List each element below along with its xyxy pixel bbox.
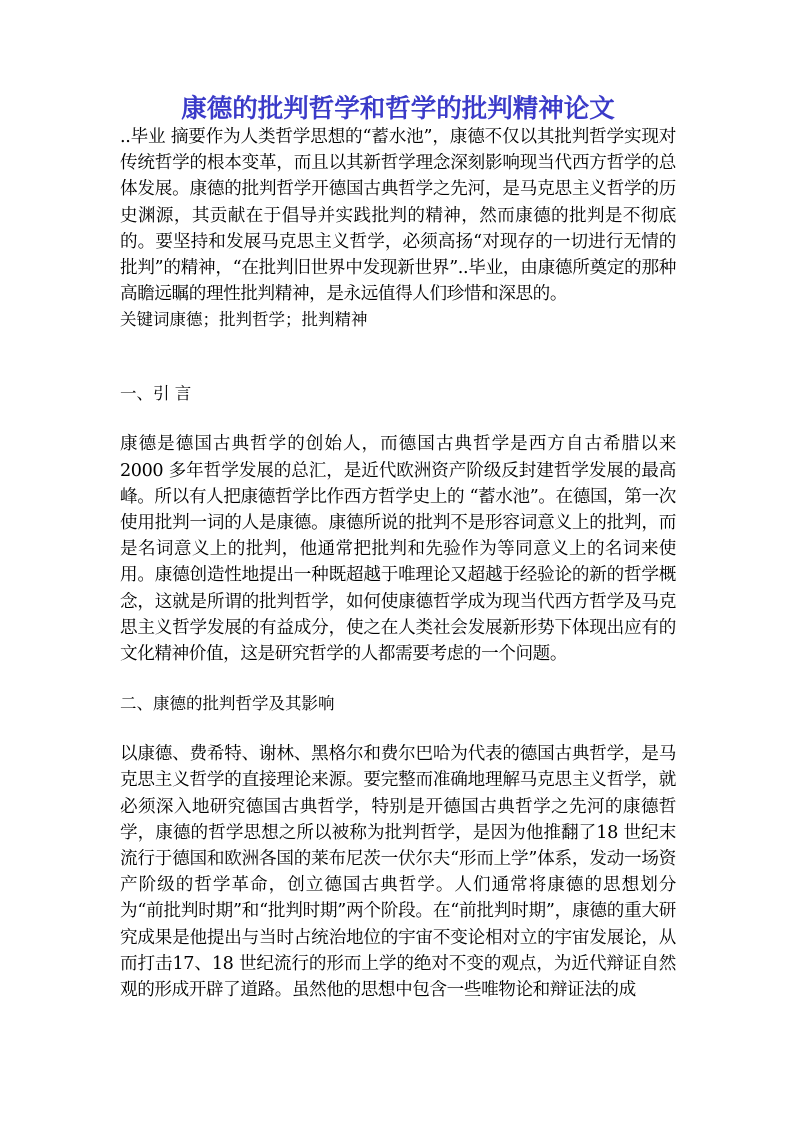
keywords-line: 关键词康德；批判哲学；批判精神 xyxy=(120,310,368,330)
spacer xyxy=(120,667,676,691)
spacer xyxy=(120,333,676,381)
document-title: 康德的批判哲学和哲学的批判精神论文 xyxy=(181,94,615,124)
section-1-body: 康德是德国古典哲学的创始人，而德国古典哲学是西方自古希腊以来2000 多年哲学发展的总汇，是近代欧洲资产阶级反封建哲学发展的最高峰。所以有人把康德哲学比作西方哲学史上的 “蓄水池”。在德国，第一次使用批判一词的人是康德。康德所说的批判不是形容词意义上的批判，而是名词意义上的批判，他通常把批判和先验作为等同意义上的名词来使用。康德创造性地提出一种既超越于唯理论又超越于经验论的新的哲学概念，这就是所谓的批判哲学，如何使康德哲学成为现当代西方哲学及马克思主义哲学发展的有益成分，使之在人类社会发展新形势下体现出应有的文化精神价值，这是研究哲学的人都需要考虑的一个问题。 xyxy=(120,434,676,665)
spacer xyxy=(120,407,676,431)
section-2-body: 以康德、费希特、谢林、黑格尔和费尔巴哈为代表的德国古典哲学，是马克思主义哲学的直接理论来源。要完整而准确地理解马克思主义哲学，就必须深入地研究德国古典哲学，特别是开德国古典哲学之先河的康德哲学，康德的哲学思想之所以被称为批判哲学，是因为他推翻了18 世纪末流行于德国和欧洲各国的莱布尼茨一伏尔夫“形而上学”体系，发动一场资产阶级的哲学革命，创立德国古典哲学。人们通常将康德的思想划分为“前批判时期”和“批判时期”两个阶段。在“前批判时期”，康德的重大研究成果是他提出与当时占统治地位的宇宙不变论相对立的宇宙发展论，从而打击17、18 世纪流行的形而上学的绝对不变的观点，为近代辩证自然观的形成开辟了道路。虽然他的思想中包含一些唯物论和辩证法的成 xyxy=(120,744,676,1001)
section-1-heading: 一、引 言 xyxy=(120,384,192,404)
spacer xyxy=(120,717,676,741)
abstract-paragraph: ..毕业 摘要作为人类哲学思想的“蓄水池”，康德不仅以其批判哲学实现对传统哲学的根本变革，而且以其新哲学理念深刻影响现当代西方哲学的总体发展。康德的批判哲学开德国古典哲学之先河，是马克思主义哲学的历史渊源，其贡献在于倡导并实践批判的精神，然而康德的批判是不彻底的。要坚持和发展马克思主义哲学，必须高扬“对现存的一切进行无情的批判”的精神，“在批判旧世界中发现新世界”..毕业，由康德所奠定的那种高瞻远瞩的理性批判精神，是永远值得人们珍惜和深思的。 xyxy=(120,127,676,305)
document-page xyxy=(120,94,676,1003)
section-2-heading: 二、康德的批判哲学及其影响 xyxy=(120,694,335,714)
